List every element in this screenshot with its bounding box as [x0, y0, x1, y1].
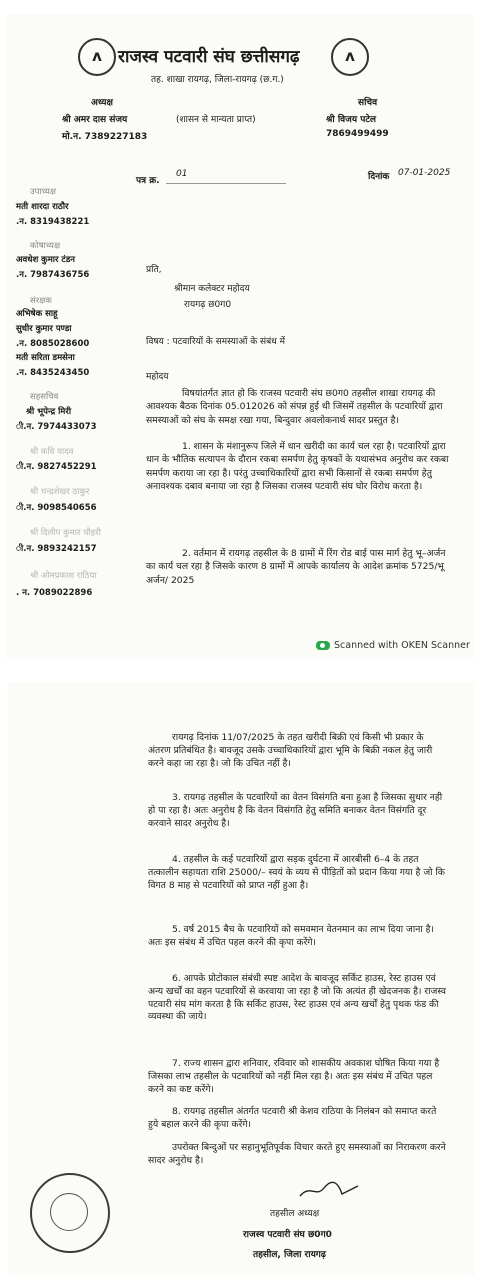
sidebar-name: श्री कवि यादव [30, 447, 74, 457]
letter-number: 01 [176, 169, 188, 179]
sidebar-name: सुधीर कुमार पण्डा [16, 324, 72, 334]
point-3: 3. रायगढ़ तहसील के पटवारियों का वेतन विसंगति बना हुआ है जिसका सुधार नही हो पा रहा है। अतः अनुरोध है कि वेतन विसंगति हेतु समिति बनाकर वेतन विसंगति दूर करवाने सादर अनुरोध है। [148, 792, 443, 829]
recipient-place: रायगढ़ छ0ग0 [184, 300, 232, 310]
sidebar-name: मती शारदा राठौर [16, 202, 69, 212]
intro-paragraph: विषयांतर्गत ज्ञात हो कि राजस्व पटवारी संघ छ0ग0 तहसील शाखा रायगढ़ की आवश्यक बैठक दिनांक 05.012026 को संपन्न हुई थी जिसमें तहसील के पटवारियों द्वारा समस्याओं को संघ के समक्ष रखा गया, बिन्दुवार अवलोकनार्थ सादर प्रस्तुत है। [146, 388, 443, 426]
office-stamp [30, 1173, 110, 1253]
point-5: 5. वर्ष 2015 बैच के पटवारियों को समवमान वेतनमान का लाभ दिया जाना है। अतः इस संबंध में उचित पहल करने की कृपा करेंगे। [148, 924, 434, 948]
secretary-title: सचिव [358, 98, 378, 108]
left-logo-icon: ʌ [78, 38, 116, 76]
point-6: 6. आपके प्रोटोकाल संबंधी स्पष्ट आदेश के बावजूद सर्किट हाउस, रेस्ट हाउस एवं अन्य खर्चों का वहन पटवारियों से करवाया जा रहा है जो कि अत्यंत ही खेदजनक है। राजस्व पटवारी संघ मांग करता है कि सर्किट हाउस, रेस्ट हाउस एवं अन्य खर्चों हेतु पृथक फंड की व्यवस्था की जाये। [148, 973, 447, 1023]
sidebar-phone: ी.न. 9893242157 [16, 544, 97, 554]
right-logo-icon: ʌ [331, 38, 369, 76]
sidebar-role: उपाध्यक्ष [30, 187, 56, 197]
sidebar-role: संरक्षक [30, 296, 52, 306]
sidebar-name: अभिषेक साहू [16, 309, 58, 319]
sidebar-name: मती सरिता डमसेना [16, 353, 75, 363]
sidebar-name: श्री चन्द्रशेखर ठाकुर [30, 487, 90, 497]
sidebar-phone: .न. 8085028600 [16, 339, 90, 349]
point-1: 1. शासन के मंशानुरूप जिले में धान खरीदी का कार्य चल रहा है। पटवारियों द्वारा धान के भौतिक सत्यापन के दौरान रकबा समर्पण हेतु कृषकों के यथासंभव अनुरोध कर रकबा समर्पण कराया जा रहा है। परंतु उच्चाधिकारियों द्वारा सभी किसानों से रकबा समर्पण हेतु अनावश्यक दबाव बनाया जा रहा है जिसका राजस्व पटवारी संघ घोर विरोध करता है। [146, 441, 449, 493]
letter-number-label: पत्र क्र. [136, 176, 160, 186]
date-label: दिनांक [368, 172, 390, 182]
sidebar-phone: ी.न. 7974433073 [16, 422, 97, 432]
closing-paragraph: उपरोक्त बिन्दुओं पर सहानुभूतिपूर्वक विचार करते हुए समस्याओं का निराकरण करने सादर अनुरोध है। [148, 1142, 446, 1166]
sidebar-role: कोषाध्यक्ष [30, 241, 61, 251]
scanner-logo-icon [316, 641, 330, 650]
signatory-place: तहसील, जिला रायगढ़ [253, 1250, 326, 1260]
sidebar-name: श्री दिलीप कुमार चौहरी [30, 528, 101, 538]
point-2-continued: रायगढ़ दिनांक 11/07/2025 के तहत खरीदी बिक्री एवं किसी भी प्रकार के अंतरण प्रतिबंधित है। बावजूद उसके उच्चाधिकारियों द्वारा भूमि के बिक्री नकल हेतु जारी करने कहा जा रहा है। जो कि उचित नहीं है। [148, 732, 433, 769]
sidebar-name: श्री भूपेन्द्र मिरी [26, 407, 72, 417]
letter-number-rule [166, 183, 286, 184]
signature-icon [298, 1180, 362, 1202]
recipient: श्रीमान कलेक्टर महोदय [174, 284, 250, 294]
sidebar-phone: .न. 8319438221 [16, 217, 90, 227]
org-title: राजस्व पटवारी संघ छत्तीसगढ़ [118, 47, 300, 67]
point-4: 4. तहसील के कई पटवारियों द्वारा सड़क दुर्घटना में आरबीसी 6–4 के तहत तत्कालीन सहायता राशि 25000/– स्वयं के व्यय से पीड़ितों को प्रदान किया गया है जो कि विगत 8 माह से पटवारियों को प्राप्त नहीं हुआ है। [148, 854, 445, 891]
subject-line: विषय : पटवारियों के समस्याओं के संबंध में [146, 337, 286, 347]
sidebar-name: श्री ओमप्रकाश राठिया [30, 571, 97, 581]
date-value: 07-01-2025 [398, 168, 451, 178]
salutation: महोदय [146, 372, 169, 382]
president-title: अध्यक्ष [91, 98, 113, 108]
sidebar-name: अवधेश कुमार टंडन [16, 255, 75, 265]
sidebar-phone: ी.न. 9827452291 [16, 462, 97, 472]
president-phone: मो.न. 7389227183 [62, 132, 148, 142]
secretary-name: श्री विजय पटेल [326, 115, 376, 125]
letter-page-2 [8, 682, 475, 1276]
org-subtitle: तह. शाखा रायगढ़, जिला-रायगढ़ (छ.ग.) [151, 75, 284, 85]
point-7: 7. राज्य शासन द्वारा शनिवार, रविवार को शासकीय अवकाश घोषित किया गया है जिसका लाभ तहसील के पटवारियों को नहीं मिल रहा है। अतः इस संबंध में उचित पहल करने का कष्ट करेंगे। [148, 1058, 440, 1095]
stamp-inner-ring [50, 1193, 88, 1231]
sidebar-phone: ी.न. 9098540656 [16, 503, 97, 513]
president-name: श्री अमर दास संजय [62, 115, 128, 125]
prati-label: प्रति, [146, 265, 162, 275]
sidebar-role: सहसचिव [30, 392, 59, 402]
sidebar-phone: . न. 7089022896 [16, 588, 93, 598]
signatory-title: तहसील अध्यक्ष [270, 1209, 320, 1219]
scanner-watermark [316, 640, 470, 651]
letter-page-1 [6, 14, 474, 659]
sidebar-phone: .न. 7987436756 [16, 270, 90, 280]
point-2: 2. वर्तमान में रायगढ़ तहसील के 8 ग्रामों में रिंग रोड बाई पास मार्ग हेतु भू–अर्जन का कार्य चल रहा है जिसके कारण 8 ग्रामों में आपके कार्यालय के आदेश क्रमांक 5725/भू अर्जन/ 2025 [146, 548, 446, 586]
point-8: 8. रायगढ़ तहसील अंतर्गत पटवारी श्री केशव राठिया के निलंबन को समाप्त करते हुये बहाल करने की कृपा करेंगे। [148, 1106, 437, 1130]
signatory-org: राजस्व पटवारी संघ छ0ग0 [243, 1230, 332, 1240]
recognition-note: (शासन से मान्यता प्राप्त) [176, 115, 256, 125]
sidebar-phone: .न. 8435243450 [16, 368, 90, 378]
secretary-phone: 7869499499 [326, 129, 389, 139]
scanner-label: Scanned with OKEN Scanner [334, 640, 470, 651]
